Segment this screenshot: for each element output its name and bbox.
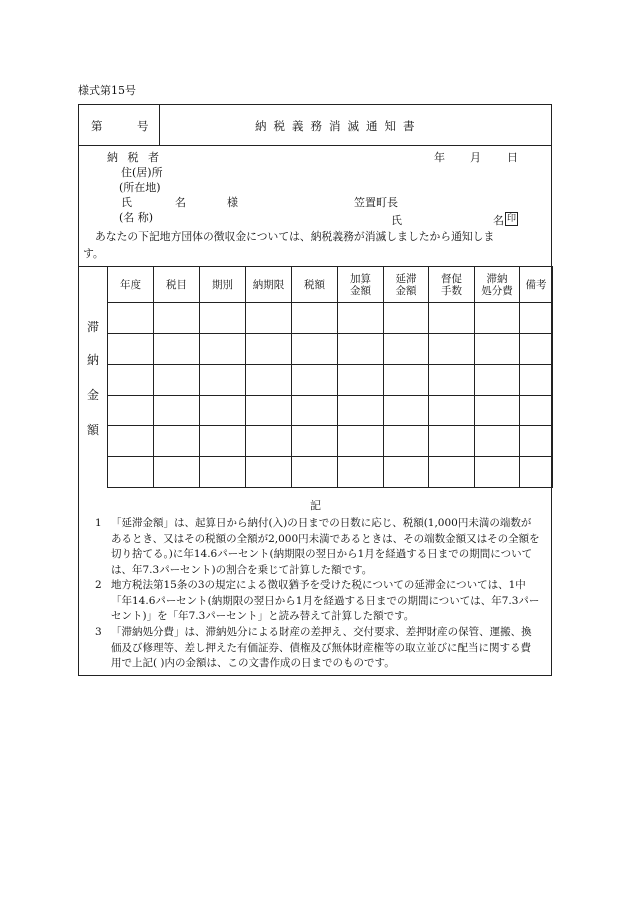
- table-cell: [384, 395, 429, 426]
- table-cell: [338, 364, 384, 395]
- issuer-name-label-1: 氏: [391, 214, 402, 227]
- arrears-side-label: [79, 266, 107, 488]
- table-cell: [384, 334, 429, 365]
- table-row: [108, 457, 553, 488]
- number-suffix: 号: [137, 119, 149, 133]
- side-char-3: 金: [86, 388, 99, 402]
- col-header-period: 期別: [200, 267, 246, 303]
- table-cell: [108, 303, 154, 334]
- table-cell: [292, 364, 338, 395]
- col-header-disposition-cost: 滞納 処分費: [475, 267, 520, 303]
- header-rule: [79, 145, 551, 146]
- col-header-additional-amount: 加算 金額: [338, 267, 384, 303]
- note-text: 「滞納処分費」は、滞納処分による財産の差押え、交付要求、差押財産の保管、運搬、換価及び修理等、差し押えた有価証券、債権及び無体財産権等の取立並びに配当に関する費用で上記( )内の金額は、この文書作成の日までのものです。: [111, 626, 532, 669]
- table-cell: [520, 426, 553, 457]
- taxpayer-label: 納 税 者: [107, 151, 162, 164]
- date-year: 年: [434, 151, 445, 164]
- notice-text-line-2: す。: [83, 247, 104, 260]
- side-char-4: 額: [86, 423, 99, 437]
- table-cell: [246, 395, 292, 426]
- date-month: 月: [470, 151, 481, 164]
- document-title: 納税義務消滅通知書: [255, 119, 422, 133]
- table-cell: [384, 426, 429, 457]
- table-row: [108, 395, 553, 426]
- col-header-due-date: 納期限: [246, 267, 292, 303]
- note-item-3: [95, 625, 541, 672]
- table-cell: [154, 426, 200, 457]
- col-header-delinquency-amount: 延滞 金額: [384, 267, 429, 303]
- honorific: 様: [227, 196, 238, 209]
- table-cell: [384, 364, 429, 395]
- issuer: 笠置町長: [354, 196, 398, 209]
- table-cell: [200, 395, 246, 426]
- name-sub-label: (名 称): [119, 211, 154, 224]
- table-cell: [338, 426, 384, 457]
- table-cell: [154, 457, 200, 488]
- name-label-2: 名: [175, 196, 186, 209]
- table-cell: [246, 303, 292, 334]
- table-cell: [200, 303, 246, 334]
- table-cell: [338, 334, 384, 365]
- table-cell: [520, 364, 553, 395]
- table-cell: [520, 457, 553, 488]
- table-cell: [292, 457, 338, 488]
- table-cell: [520, 395, 553, 426]
- table-cell: [200, 364, 246, 395]
- table-row: [108, 334, 553, 365]
- table-cell: [154, 303, 200, 334]
- issuer-name-label-2: 名: [493, 214, 504, 227]
- note-text: 地方税法第15条の3の規定による徴収猶予を受けた税についての延滞金については、1中「年14.6パーセント(納期限の翌日から1月を経過する日までの期間については、年7.3パーセント)」を「年7.3パーセント」と読み替えて計算した額です。: [111, 579, 540, 622]
- note-number: 2: [95, 579, 102, 591]
- arrears-table: [107, 266, 553, 488]
- table-cell: [429, 303, 475, 334]
- table-cell: [384, 303, 429, 334]
- table-cell: [154, 395, 200, 426]
- table-cell: [200, 426, 246, 457]
- table-cell: [475, 303, 520, 334]
- col-header-tax-amount: 税額: [292, 267, 338, 303]
- table-cell: [200, 334, 246, 365]
- table-cell: [246, 334, 292, 365]
- note-number: 1: [95, 517, 102, 529]
- notice-form: [78, 104, 552, 676]
- notes-heading: 記: [310, 499, 321, 512]
- table-row: [108, 303, 553, 334]
- table-cell: [108, 426, 154, 457]
- table-cell: [520, 334, 553, 365]
- note-item-2: [95, 578, 541, 625]
- col-header-demand-fee: 督促 手数: [429, 267, 475, 303]
- table-cell: [429, 334, 475, 365]
- table-row: [108, 364, 553, 395]
- col-header-tax-item: 税目: [154, 267, 200, 303]
- header-divider: [159, 105, 160, 145]
- table-cell: [108, 457, 154, 488]
- table-cell: [292, 334, 338, 365]
- table-cell: [108, 364, 154, 395]
- table-cell: [154, 364, 200, 395]
- table-cell: [429, 395, 475, 426]
- table-cell: [108, 395, 154, 426]
- col-header-remarks: 備考: [520, 267, 553, 303]
- form-code: 様式第15号: [78, 84, 136, 97]
- notice-text-line-1: あなたの下記地方団体の徴収金については、納税義務が消滅しましたから通知しま: [95, 230, 495, 243]
- table-cell: [429, 457, 475, 488]
- table-cell: [246, 426, 292, 457]
- address-sub-label: (所在地): [119, 181, 161, 194]
- name-label-1: 氏: [121, 196, 132, 209]
- note-item-1: [95, 516, 541, 578]
- table-cell: [154, 334, 200, 365]
- number-label: 第: [91, 119, 103, 133]
- address-label: 住(居)所: [121, 166, 163, 179]
- note-text: 「延滞金額」は、起算日から納付(入)の日までの日数に応じ、税額(1,000円未満の端数があるとき、又はその税額の全額が2,000円未満であるときは、その端数金額又はその全額を切り捨てる。)に年14.6パーセント(納期限の翌日から1月を経過する日までの期間については、年7.3パーセント)の割合を乗じて計算した額です。: [111, 517, 540, 576]
- table-cell: [108, 334, 154, 365]
- table-cell: [246, 457, 292, 488]
- table-cell: [200, 457, 246, 488]
- note-number: 3: [95, 626, 102, 638]
- table-cell: [475, 426, 520, 457]
- side-char-1: 滞: [86, 320, 99, 334]
- table-header-row: [108, 267, 553, 303]
- table-cell: [338, 395, 384, 426]
- table-cell: [292, 395, 338, 426]
- table-cell: [338, 303, 384, 334]
- side-char-2: 納: [86, 353, 99, 367]
- table-cell: [384, 457, 429, 488]
- table-cell: [475, 457, 520, 488]
- seal-mark: 印: [506, 214, 516, 224]
- table-cell: [292, 426, 338, 457]
- table-cell: [475, 364, 520, 395]
- table-cell: [475, 395, 520, 426]
- date-day: 日: [507, 151, 518, 164]
- col-header-fiscal-year: 年度: [108, 267, 154, 303]
- table-cell: [475, 334, 520, 365]
- table-cell: [338, 457, 384, 488]
- table-cell: [292, 303, 338, 334]
- table-cell: [246, 364, 292, 395]
- table-row: [108, 426, 553, 457]
- table-cell: [429, 426, 475, 457]
- table-cell: [429, 364, 475, 395]
- table-cell: [520, 303, 553, 334]
